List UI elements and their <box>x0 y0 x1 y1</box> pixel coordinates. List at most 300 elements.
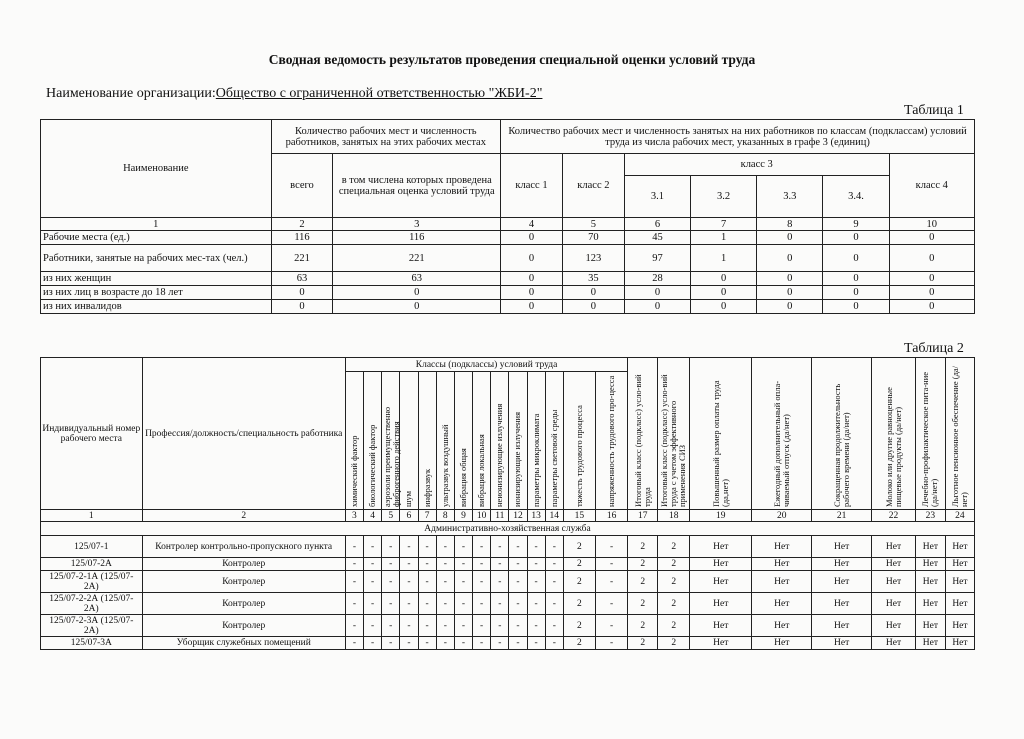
cell-value: 45 <box>624 231 690 245</box>
header-extra-label: Ежегодный дополнительный опла-чиваемый отпуск (да/нет) <box>771 380 791 507</box>
cell-value: 2 <box>563 593 595 615</box>
cell-value: - <box>345 571 363 593</box>
header-factor-label: биологический фактор <box>367 424 378 507</box>
cell-value: - <box>473 571 491 593</box>
section-header: Административно-хозяйственная служба <box>41 522 975 536</box>
profession: Контролер <box>142 558 345 571</box>
cell-value: Нет <box>812 571 872 593</box>
summary-table <box>40 119 975 314</box>
cell-value: - <box>364 593 382 615</box>
cell-value: - <box>454 637 472 650</box>
header-factor <box>454 372 472 510</box>
cell-value: 0 <box>271 300 333 314</box>
cell-value: - <box>345 558 363 571</box>
table-row <box>41 272 975 286</box>
column-number: 8 <box>436 510 454 522</box>
header-factor-label: химический фактор <box>348 434 359 507</box>
workplace-id: 125/07-2-3А (125/07-2А) <box>41 615 143 637</box>
column-number: 4 <box>501 218 563 231</box>
cell-value: - <box>527 536 545 558</box>
cell-value: 0 <box>823 245 889 272</box>
cell-value: Нет <box>945 637 974 650</box>
workplace-id: 125/07-2-1А (125/07-2А) <box>41 571 143 593</box>
header-factor-label: напряженность трудового про-цесса <box>606 375 617 507</box>
cell-value: 0 <box>889 272 974 286</box>
cell-value: - <box>509 536 527 558</box>
table-row <box>41 231 975 245</box>
header-count: Количество рабочих мест и численность работников, занятых на этих рабочих местах <box>271 120 501 154</box>
cell-value: 63 <box>333 272 501 286</box>
column-number: 9 <box>454 510 472 522</box>
cell-value: 0 <box>823 231 889 245</box>
cell-value: 70 <box>562 231 624 245</box>
header-extra-label: Лечебно-профилактическое пита-ние (да/нет) <box>920 371 940 507</box>
cell-value: 123 <box>562 245 624 272</box>
cell-value: - <box>473 593 491 615</box>
header-extra-6 <box>872 358 916 510</box>
header-factor <box>545 372 563 510</box>
cell-value: Нет <box>915 571 945 593</box>
cell-value: 0 <box>501 300 563 314</box>
header-factor-label: шум <box>403 490 414 507</box>
cell-value: - <box>418 558 436 571</box>
cell-value: - <box>509 593 527 615</box>
cell-value: Нет <box>812 637 872 650</box>
cell-value: 0 <box>889 300 974 314</box>
cell-value: 2 <box>563 571 595 593</box>
header-assessed: в том числена которых проведена специальная оценка условий труда <box>333 154 501 218</box>
cell-value: 221 <box>333 245 501 272</box>
cell-value: - <box>418 536 436 558</box>
cell-value: 0 <box>757 231 823 245</box>
cell-value: - <box>382 593 400 615</box>
column-number: 13 <box>527 510 545 522</box>
cell-value: - <box>491 615 509 637</box>
table-row <box>41 286 975 300</box>
cell-value: 0 <box>889 286 974 300</box>
cell-value: - <box>382 615 400 637</box>
column-number: 6 <box>624 218 690 231</box>
cell-value: 2 <box>628 536 658 558</box>
cell-value: - <box>345 637 363 650</box>
cell-value: - <box>491 571 509 593</box>
cell-value: 0 <box>889 245 974 272</box>
cell-value: 116 <box>333 231 501 245</box>
column-number: 7 <box>691 218 757 231</box>
cell-value: 0 <box>757 272 823 286</box>
header-sub: 3.4. <box>823 176 889 218</box>
header-factor-label: тяжесть трудового процесса <box>573 404 584 507</box>
column-number: 8 <box>757 218 823 231</box>
organization-name: Общество с ограниченной ответственностью "ЖБИ-2" <box>215 86 543 101</box>
header-factor <box>491 372 509 510</box>
row-label: из них женщин <box>41 272 272 286</box>
organization-label: Наименование организации: <box>46 86 216 101</box>
header-factor <box>509 372 527 510</box>
header-factor <box>345 372 363 510</box>
profession: Контролер <box>142 593 345 615</box>
cell-value: 0 <box>501 272 563 286</box>
cell-value: 0 <box>757 300 823 314</box>
cell-value: 2 <box>628 615 658 637</box>
table-row <box>41 300 975 314</box>
cell-value: - <box>595 536 627 558</box>
header-factor <box>473 372 491 510</box>
column-number: 2 <box>142 510 345 522</box>
cell-value: 0 <box>691 286 757 300</box>
cell-value: - <box>436 558 454 571</box>
cell-value: - <box>400 558 418 571</box>
cell-value: Нет <box>690 571 752 593</box>
workplace-id: 125/07-2-2А (125/07-2А) <box>41 593 143 615</box>
header-extra-8 <box>945 358 974 510</box>
cell-value: 63 <box>271 272 333 286</box>
header-factor <box>436 372 454 510</box>
cell-value: 0 <box>501 245 563 272</box>
cell-value: - <box>595 637 627 650</box>
column-number: 22 <box>872 510 916 522</box>
column-numbers <box>41 510 975 522</box>
cell-value: - <box>382 558 400 571</box>
cell-value: - <box>400 536 418 558</box>
header-extra-1 <box>628 358 658 510</box>
cell-value: - <box>364 637 382 650</box>
organization-line <box>46 86 542 102</box>
table-row <box>41 637 975 650</box>
cell-value: - <box>527 571 545 593</box>
cell-value: 2 <box>658 593 690 615</box>
column-numbers <box>41 218 975 231</box>
column-number: 3 <box>345 510 363 522</box>
column-number: 1 <box>41 510 143 522</box>
cell-value: - <box>491 637 509 650</box>
cell-value: Нет <box>752 536 812 558</box>
cell-value: - <box>595 558 627 571</box>
column-number: 14 <box>545 510 563 522</box>
column-number: 11 <box>491 510 509 522</box>
cell-value: - <box>527 558 545 571</box>
cell-value: 1 <box>691 245 757 272</box>
header-extra-label: Молоко или другие равноценные пищевые продукты (да/нет) <box>883 386 903 507</box>
cell-value: 2 <box>563 637 595 650</box>
workplace-table <box>40 357 975 650</box>
header-factor-label: неионизирующие излучения <box>494 403 505 507</box>
cell-value: - <box>436 615 454 637</box>
table-row <box>41 245 975 272</box>
table-row <box>41 558 975 571</box>
cell-value: - <box>473 637 491 650</box>
cell-value: Нет <box>690 593 752 615</box>
cell-value: - <box>436 637 454 650</box>
header-extra-7 <box>915 358 945 510</box>
cell-value: - <box>545 571 563 593</box>
cell-value: Нет <box>690 558 752 571</box>
cell-value: - <box>382 536 400 558</box>
cell-value: - <box>364 536 382 558</box>
cell-value: Нет <box>945 593 974 615</box>
header-factor-label: параметры микроклимата <box>530 413 541 507</box>
header-factor <box>563 372 595 510</box>
column-number: 10 <box>473 510 491 522</box>
header-factor <box>527 372 545 510</box>
cell-value: 0 <box>333 286 501 300</box>
cell-value: - <box>527 637 545 650</box>
column-number: 5 <box>562 218 624 231</box>
cell-value: Нет <box>915 536 945 558</box>
cell-value: Нет <box>872 571 916 593</box>
cell-value: Нет <box>915 558 945 571</box>
cell-value: - <box>364 558 382 571</box>
cell-value: - <box>436 571 454 593</box>
cell-value: - <box>382 571 400 593</box>
cell-value: 97 <box>624 245 690 272</box>
cell-value: 0 <box>624 286 690 300</box>
column-number: 2 <box>271 218 333 231</box>
cell-value: Нет <box>812 593 872 615</box>
header-extra-label: Итоговый класс (подкласс) усло-вий труда <box>632 373 652 507</box>
cell-value: - <box>491 536 509 558</box>
cell-value: - <box>545 558 563 571</box>
cell-value: 0 <box>333 300 501 314</box>
document-title: Сводная ведомость результатов проведения специальной оценки условий труда <box>268 52 756 67</box>
cell-value: - <box>418 593 436 615</box>
cell-value: 0 <box>889 231 974 245</box>
column-number: 5 <box>382 510 400 522</box>
cell-value: - <box>595 571 627 593</box>
header-factor-label: ионизирующие излучения <box>512 411 523 507</box>
column-number: 7 <box>418 510 436 522</box>
cell-value: - <box>454 593 472 615</box>
cell-value: 221 <box>271 245 333 272</box>
header-sub: 3.2 <box>691 176 757 218</box>
column-number: 16 <box>595 510 627 522</box>
cell-value: - <box>491 558 509 571</box>
cell-value: Нет <box>752 558 812 571</box>
column-number: 1 <box>41 218 272 231</box>
cell-value: - <box>509 571 527 593</box>
row-label: из них лиц в возрасте до 18 лет <box>41 286 272 300</box>
row-label: Работники, занятые на рабочих мес-тах (чел.) <box>41 245 272 272</box>
cell-value: 2 <box>658 571 690 593</box>
cell-value: 0 <box>624 300 690 314</box>
column-number: 23 <box>915 510 945 522</box>
table-row <box>41 536 975 558</box>
table1-caption: Таблица 1 <box>904 103 964 118</box>
cell-value: - <box>527 593 545 615</box>
header-class2: класс 2 <box>562 154 624 218</box>
cell-value: - <box>382 637 400 650</box>
cell-value: Нет <box>812 615 872 637</box>
cell-value: - <box>454 536 472 558</box>
header-class3: класс 3 <box>624 154 889 176</box>
cell-value: 0 <box>501 231 563 245</box>
cell-value: 2 <box>628 637 658 650</box>
column-number: 12 <box>509 510 527 522</box>
cell-value: 0 <box>823 286 889 300</box>
cell-value: 0 <box>562 286 624 300</box>
cell-value: Нет <box>872 615 916 637</box>
column-number: 19 <box>690 510 752 522</box>
header-factor <box>382 372 400 510</box>
cell-value: - <box>473 558 491 571</box>
cell-value: Нет <box>945 558 974 571</box>
cell-value: 2 <box>628 558 658 571</box>
profession: Уборщик служебных помещений <box>142 637 345 650</box>
header-work-classes: Классы (подклассы) условий труда <box>345 358 627 372</box>
header-extra-label: Сокращенная продолжительность рабочего времени (да/нет) <box>831 383 851 507</box>
profession: Контролер <box>142 615 345 637</box>
column-number: 15 <box>563 510 595 522</box>
cell-value: 0 <box>562 300 624 314</box>
header-factor <box>400 372 418 510</box>
cell-value: Нет <box>945 536 974 558</box>
column-number: 24 <box>945 510 974 522</box>
cell-value: - <box>400 571 418 593</box>
cell-value: Нет <box>752 615 812 637</box>
column-number: 18 <box>658 510 690 522</box>
cell-value: - <box>436 593 454 615</box>
cell-value: 2 <box>563 558 595 571</box>
cell-value: - <box>418 571 436 593</box>
header-extra-4 <box>752 358 812 510</box>
cell-value: Нет <box>752 571 812 593</box>
cell-value: Нет <box>872 558 916 571</box>
cell-value: - <box>345 615 363 637</box>
cell-value: 0 <box>757 286 823 300</box>
cell-value: - <box>418 637 436 650</box>
header-class4: класс 4 <box>889 154 974 218</box>
header-factor-label: инфразвук <box>421 468 432 507</box>
cell-value: - <box>509 637 527 650</box>
cell-value: - <box>545 615 563 637</box>
cell-value: Нет <box>752 593 812 615</box>
cell-value: 116 <box>271 231 333 245</box>
header-factor-label: аэрозоли преимущественно фиброгенного действия <box>382 406 402 507</box>
cell-value: Нет <box>945 571 974 593</box>
table2-caption: Таблица 2 <box>904 341 964 356</box>
cell-value: 0 <box>271 286 333 300</box>
cell-value: Нет <box>812 558 872 571</box>
cell-value: 0 <box>691 272 757 286</box>
column-number: 20 <box>752 510 812 522</box>
column-number: 3 <box>333 218 501 231</box>
header-name: Наименование <box>41 120 272 218</box>
cell-value: - <box>436 536 454 558</box>
workplace-id: 125/07-3А <box>41 637 143 650</box>
header-extra-5 <box>812 358 872 510</box>
cell-value: Нет <box>915 615 945 637</box>
cell-value: 28 <box>624 272 690 286</box>
header-classes: Количество рабочих мест и численность занятых на них работников по классам (подклассам) условий труда из числа рабочих мест, указанных в графе 3 (единиц) <box>501 120 975 154</box>
cell-value: - <box>454 571 472 593</box>
cell-value: Нет <box>752 637 812 650</box>
cell-value: - <box>345 593 363 615</box>
cell-value: 2 <box>658 615 690 637</box>
header-extra-3 <box>690 358 752 510</box>
header-total: всего <box>271 154 333 218</box>
row-label: Рабочие места (ед.) <box>41 231 272 245</box>
cell-value: Нет <box>915 593 945 615</box>
header-class1: класс 1 <box>501 154 563 218</box>
header-sub: 3.1 <box>624 176 690 218</box>
header-profession: Профессия/должность/специальность работника <box>142 358 345 510</box>
header-extra-label: Льготное пенсионное обеспечение (да/нет) <box>949 365 969 507</box>
header-workplace-id: Индивидуальный номер рабочего места <box>41 358 143 510</box>
profession: Контролер <box>142 571 345 593</box>
cell-value: - <box>595 593 627 615</box>
workplace-id: 125/07-2А <box>41 558 143 571</box>
cell-value: - <box>509 558 527 571</box>
cell-value: - <box>473 615 491 637</box>
cell-value: - <box>473 536 491 558</box>
column-number: 6 <box>400 510 418 522</box>
cell-value: - <box>545 536 563 558</box>
cell-value: - <box>400 637 418 650</box>
header-extra-label: Итоговый класс (подкласс) усло-вий труда с учетом эффективного применения СИЗ <box>659 373 688 507</box>
cell-value: - <box>545 593 563 615</box>
cell-value: - <box>454 558 472 571</box>
cell-value: - <box>491 593 509 615</box>
cell-value: - <box>400 615 418 637</box>
header-factor <box>364 372 382 510</box>
cell-value: 2 <box>628 571 658 593</box>
workplace-id: 125/07-1 <box>41 536 143 558</box>
header-factor-label: вибрация локальная <box>476 433 487 507</box>
cell-value: 0 <box>823 272 889 286</box>
column-number: 10 <box>889 218 974 231</box>
cell-value: 0 <box>501 286 563 300</box>
header-factor <box>418 372 436 510</box>
cell-value: - <box>454 615 472 637</box>
cell-value: - <box>345 536 363 558</box>
cell-value: - <box>527 615 545 637</box>
table-row <box>41 571 975 593</box>
header-factor <box>595 372 627 510</box>
cell-value: 0 <box>757 245 823 272</box>
cell-value: Нет <box>812 536 872 558</box>
cell-value: - <box>595 615 627 637</box>
cell-value: - <box>364 615 382 637</box>
column-number: 9 <box>823 218 889 231</box>
header-extra-2 <box>658 358 690 510</box>
cell-value: 2 <box>658 536 690 558</box>
cell-value: 0 <box>691 300 757 314</box>
header-extra-label: Повышенный размер оплаты труда (да,нет) <box>710 379 730 507</box>
cell-value: 2 <box>628 593 658 615</box>
header-sub: 3.3 <box>757 176 823 218</box>
cell-value: Нет <box>915 637 945 650</box>
cell-value: - <box>400 593 418 615</box>
cell-value: 35 <box>562 272 624 286</box>
table-row <box>41 593 975 615</box>
cell-value: 2 <box>658 558 690 571</box>
profession: Контролер контрольно-пропускного пункта <box>142 536 345 558</box>
cell-value: Нет <box>872 593 916 615</box>
header-factor-label: параметры световой среды <box>548 409 559 507</box>
cell-value: Нет <box>872 637 916 650</box>
cell-value: Нет <box>945 615 974 637</box>
cell-value: - <box>545 637 563 650</box>
cell-value: - <box>509 615 527 637</box>
header-factor-label: ультразвук воздушный <box>439 424 450 507</box>
column-number: 21 <box>812 510 872 522</box>
row-label: из них инвалидов <box>41 300 272 314</box>
cell-value: Нет <box>872 536 916 558</box>
cell-value: - <box>364 571 382 593</box>
cell-value: 1 <box>691 231 757 245</box>
column-number: 4 <box>364 510 382 522</box>
cell-value: - <box>418 615 436 637</box>
